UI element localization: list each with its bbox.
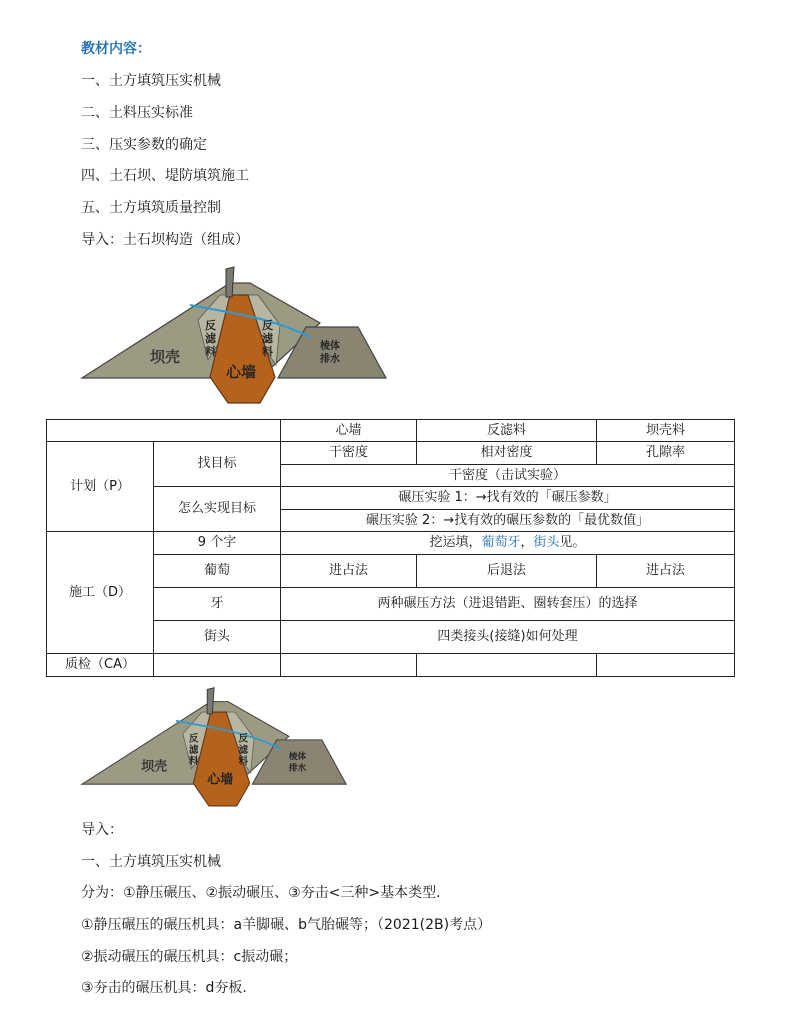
toc-item-3: 三、压实参数的确定: [81, 137, 207, 153]
lower-classification: 分为：①静压碾压、②振动碾压、③夯击<三种>基本类型.: [81, 885, 441, 901]
label-filter-right-1: 反: [238, 733, 249, 745]
nine-suffix: 见。: [559, 535, 586, 550]
table-cell-empty: [47, 420, 281, 442]
tooth-row: 两种碾压方法（进退错距、圈转套压）的选择: [281, 588, 735, 621]
lower-tamping: ③夯击的碾压机具：d夯板.: [81, 980, 247, 996]
nine-highlight-2: 街头: [533, 535, 560, 550]
table-row: [47, 654, 735, 677]
goal-shell: 孔隙率: [597, 442, 735, 465]
toc-item-2: 二、土料压实标准: [81, 105, 193, 121]
label-filter-right-1: 反: [262, 319, 273, 332]
nine-label: 9 个字: [154, 532, 281, 555]
goal-filter: 相对密度: [417, 442, 597, 465]
label-filter-right-3: 料: [262, 345, 273, 358]
pdca-table: [46, 419, 735, 677]
label-drain-1: 棱体: [288, 751, 307, 762]
qc-empty-2: [281, 654, 417, 677]
label-filter-right-2: 滤: [238, 744, 249, 756]
table-row: [47, 420, 735, 442]
table-row: [47, 532, 735, 555]
dam-diagram-top: [80, 265, 390, 410]
goal-label: 找目标: [154, 442, 281, 487]
label-shell: 坝壳: [150, 348, 181, 366]
label-drain-2: 排水: [320, 354, 340, 365]
how-label: 怎么实现目标: [154, 487, 281, 532]
label-drain-1: 棱体: [320, 341, 340, 352]
lower-static: ①静压碾压的碾压机具：a羊脚碾、b气胎碾等；（2021(2B)考点）: [81, 917, 492, 933]
intro-line: 导入：土石坝构造（组成）: [81, 232, 249, 248]
dam-diagram-bottom: [80, 686, 350, 812]
cutoff-wall: [226, 267, 234, 297]
nine-mid: ，: [520, 535, 534, 550]
nine-prefix: 挖运填，: [429, 535, 482, 550]
table-row: [47, 442, 735, 465]
grape-label: 葡萄: [154, 555, 281, 588]
header-filter: 反滤料: [417, 420, 597, 442]
nine-highlight-1: 葡萄牙: [481, 535, 521, 550]
goal-core: 干密度: [281, 442, 417, 465]
label-core: 心墙: [226, 363, 257, 381]
qc-label: 质检（CA）: [47, 654, 154, 677]
header-shell: 坝壳料: [597, 420, 735, 442]
label-filter-right-2: 滤: [262, 332, 273, 345]
nine-row: [281, 532, 735, 555]
qc-empty-1: [154, 654, 281, 677]
lower-intro: 导入：: [81, 822, 123, 838]
lower-heading: 一、土方填筑压实机械: [81, 854, 221, 870]
grape-core: 进占法: [281, 555, 417, 588]
plan-label: 计划（P）: [47, 442, 154, 532]
toc-item-4: 四、土石坝、堤防填筑施工: [81, 168, 249, 184]
how-row1: 碾压实验 1：→找有效的「碾压参数」: [281, 487, 735, 510]
lower-vibration: ②振动碾压的碾压机具：c振动碾；: [81, 949, 298, 965]
toc-item-5: 五、土方填筑质量控制: [81, 200, 221, 216]
tooth-label: 牙: [154, 588, 281, 621]
label-filter-left-3: 料: [205, 345, 216, 358]
street-row: 四类接头(接缝)如何处理: [281, 621, 735, 654]
cutoff-wall: [207, 688, 214, 714]
section-heading: 教材内容：: [81, 41, 151, 57]
label-filter-left-2: 滤: [205, 332, 216, 345]
qc-empty-3: [417, 654, 597, 677]
label-drain-2: 排水: [288, 763, 307, 774]
grape-filter: 后退法: [417, 555, 597, 588]
label-filter-right-3: 料: [238, 756, 249, 768]
goal-row2: 干密度（击试实验）: [281, 465, 735, 487]
build-label: 施工（D）: [47, 532, 154, 654]
label-filter-left-3: 料: [188, 756, 199, 768]
street-label: 街头: [154, 621, 281, 654]
label-core: 心墙: [207, 772, 234, 788]
grape-shell: 进占法: [597, 555, 735, 588]
qc-empty-4: [597, 654, 735, 677]
header-core: 心墙: [281, 420, 417, 442]
label-filter-left-1: 反: [205, 319, 216, 332]
how-row2: 碾压实验 2：→找有效的碾压参数的「最优数值」: [281, 510, 735, 532]
toc-item-1: 一、土方填筑压实机械: [81, 73, 221, 89]
label-filter-left-1: 反: [188, 733, 199, 745]
label-shell: 坝壳: [141, 759, 168, 775]
label-filter-left-2: 滤: [188, 744, 199, 756]
